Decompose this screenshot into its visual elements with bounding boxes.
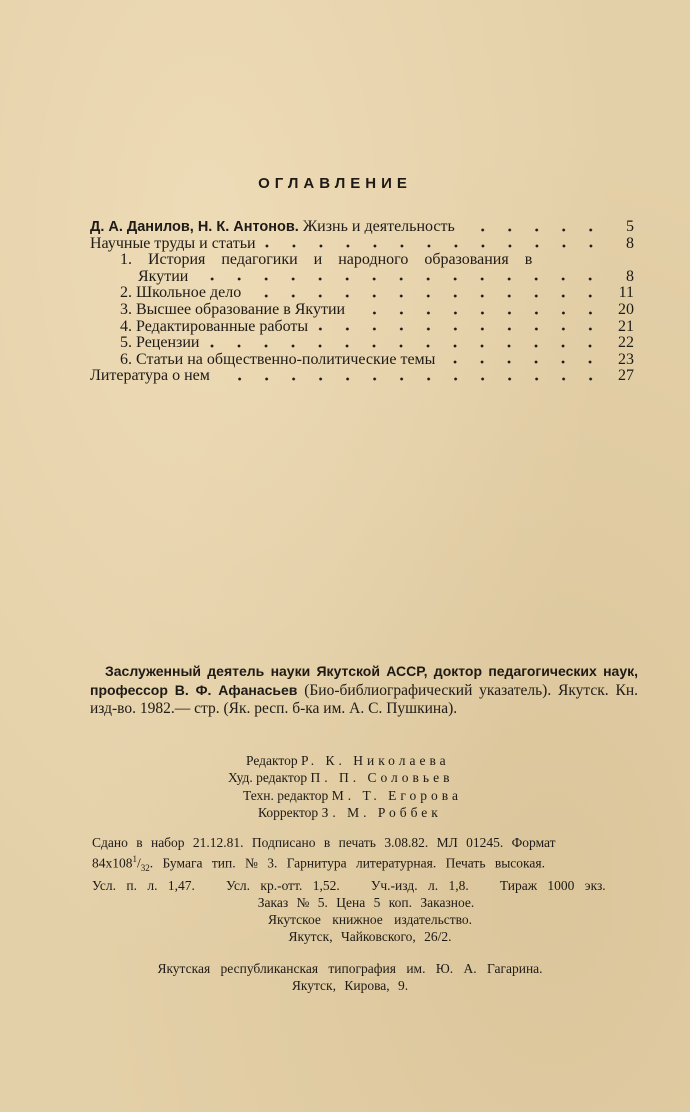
- toc-entry-page: 20: [618, 300, 634, 318]
- toc-entry-page: 5: [626, 218, 634, 235]
- toc-entry-page: 21: [618, 317, 634, 335]
- toc-entry-page: 8: [626, 267, 634, 285]
- toc-entry-title: 4. Редактированные работы: [120, 317, 309, 335]
- publisher-name: Якутское книжное издательство.: [267, 912, 473, 927]
- toc-entry-author: Д. А. Данилов, Н. К. Антонов.: [90, 219, 299, 235]
- publisher-address: Якутск, Чайковского, 26/2.: [288, 929, 452, 944]
- credit-line: [228, 769, 540, 786]
- toc-heading-text: ОГЛАВЛЕНИЕ: [258, 175, 412, 192]
- toc-entry: [90, 219, 634, 236]
- toc-entry-title: Жизнь и деятельность: [302, 218, 455, 235]
- credit-role: Техн. редактор: [243, 787, 329, 803]
- toc-entry: [90, 368, 634, 385]
- toc-entry-page: 8: [626, 234, 634, 252]
- toc-entry-title: 2. Школьное дело: [120, 284, 242, 302]
- toc-entry: [90, 319, 634, 336]
- imprint-line: Усл. п. л. 1,47. Усл. кр.-отт. 1,52. Уч.-изд. л. 1,8. Тираж 1000 экз.: [92, 878, 606, 894]
- format-base: 84х108: [92, 855, 133, 871]
- credit-line: [240, 787, 540, 804]
- toc-entry-page: 23: [618, 350, 634, 368]
- imprint-line-rest: . Бумага тип. № 3. Гарнитура литературная. Печать высокая.: [149, 855, 545, 871]
- description-bold: Заслуженный деятель науки Якутской АССР, доктор педагогических наук, профессор В. Ф. Афанасьев: [90, 663, 638, 698]
- credit-role: Редактор: [246, 753, 298, 768]
- toc-entry-title: 1. История педагогики и народного образования в: [120, 251, 533, 269]
- bibliographic-description: [90, 662, 638, 718]
- format-sub: 32: [140, 863, 150, 874]
- dot-leader: [216, 377, 604, 381]
- toc-entry-page: 11: [618, 284, 634, 302]
- credit-line: [258, 804, 540, 821]
- printer-address: Якутск, Кирова, 9.: [291, 978, 409, 993]
- toc-entry: [90, 302, 634, 319]
- toc-entry: [90, 352, 634, 369]
- toc-entry-title: 3. Высшее образование в Якутии: [120, 300, 346, 318]
- credit-role: Худ. редактор: [228, 770, 308, 786]
- toc-entry-page: 27: [618, 367, 634, 385]
- toc-entry: [90, 252, 634, 269]
- toc-entry-page: 22: [618, 334, 634, 352]
- format-sup: 1: [132, 854, 137, 864]
- dot-leader: [351, 311, 604, 315]
- toc-entry-title: Научные труды и статьи: [90, 234, 256, 252]
- toc-entry-title: Якутии: [138, 267, 189, 285]
- toc-entry-title: Литература о нем: [90, 367, 210, 385]
- description-rest: (Био-библиографический указатель). Якутск. Кн. изд-во. 1982.— стр. (Як. респ. б-ка им. А. С. Пушкина).: [90, 682, 638, 717]
- toc-entry: [90, 236, 634, 253]
- credit-line: [240, 752, 540, 769]
- printer: [0, 960, 690, 994]
- imprint-line: $84х108^1/_{32}$. Бумага тип. № 3. Гарнитура литературная. Печать высокая.: [92, 854, 545, 874]
- dot-leader: [262, 244, 604, 248]
- toc-entry: [90, 285, 634, 302]
- toc-entry: [90, 335, 634, 352]
- imprint: [92, 834, 640, 911]
- credit-name: З. М. Роббек: [321, 804, 442, 820]
- table-of-contents: [90, 219, 634, 385]
- credits: [228, 752, 540, 821]
- toc-entry-title: 6. Статьи на общественно-политические темы: [120, 350, 436, 368]
- credit-name: П. П. Соловьев: [310, 770, 454, 786]
- imprint-line: Сдано в набор 21.12.81. Подписано в печать 3.08.82. МЛ 01245. Формат: [92, 835, 556, 850]
- dot-leader: [194, 277, 604, 281]
- toc-entry-continued: [90, 269, 634, 286]
- publisher: [0, 911, 690, 945]
- dot-leader: [461, 228, 604, 232]
- toc-heading: [0, 175, 690, 192]
- credit-role: Корректор: [258, 804, 319, 820]
- toc-entry-title: 5. Рецензии: [120, 334, 200, 352]
- dot-leader: [441, 360, 604, 364]
- dot-leader: [314, 327, 604, 331]
- imprint-line: Заказ № 5. Цена 5 коп. Заказное.: [257, 895, 475, 911]
- dot-leader: [247, 294, 604, 298]
- credit-name: Р. К. Николаева: [300, 753, 450, 768]
- credit-name: М. Т. Егорова: [331, 787, 462, 803]
- printer-name: Якутская республиканская типография им. Ю. А. Гагарина.: [157, 961, 543, 976]
- dot-leader: [205, 344, 604, 348]
